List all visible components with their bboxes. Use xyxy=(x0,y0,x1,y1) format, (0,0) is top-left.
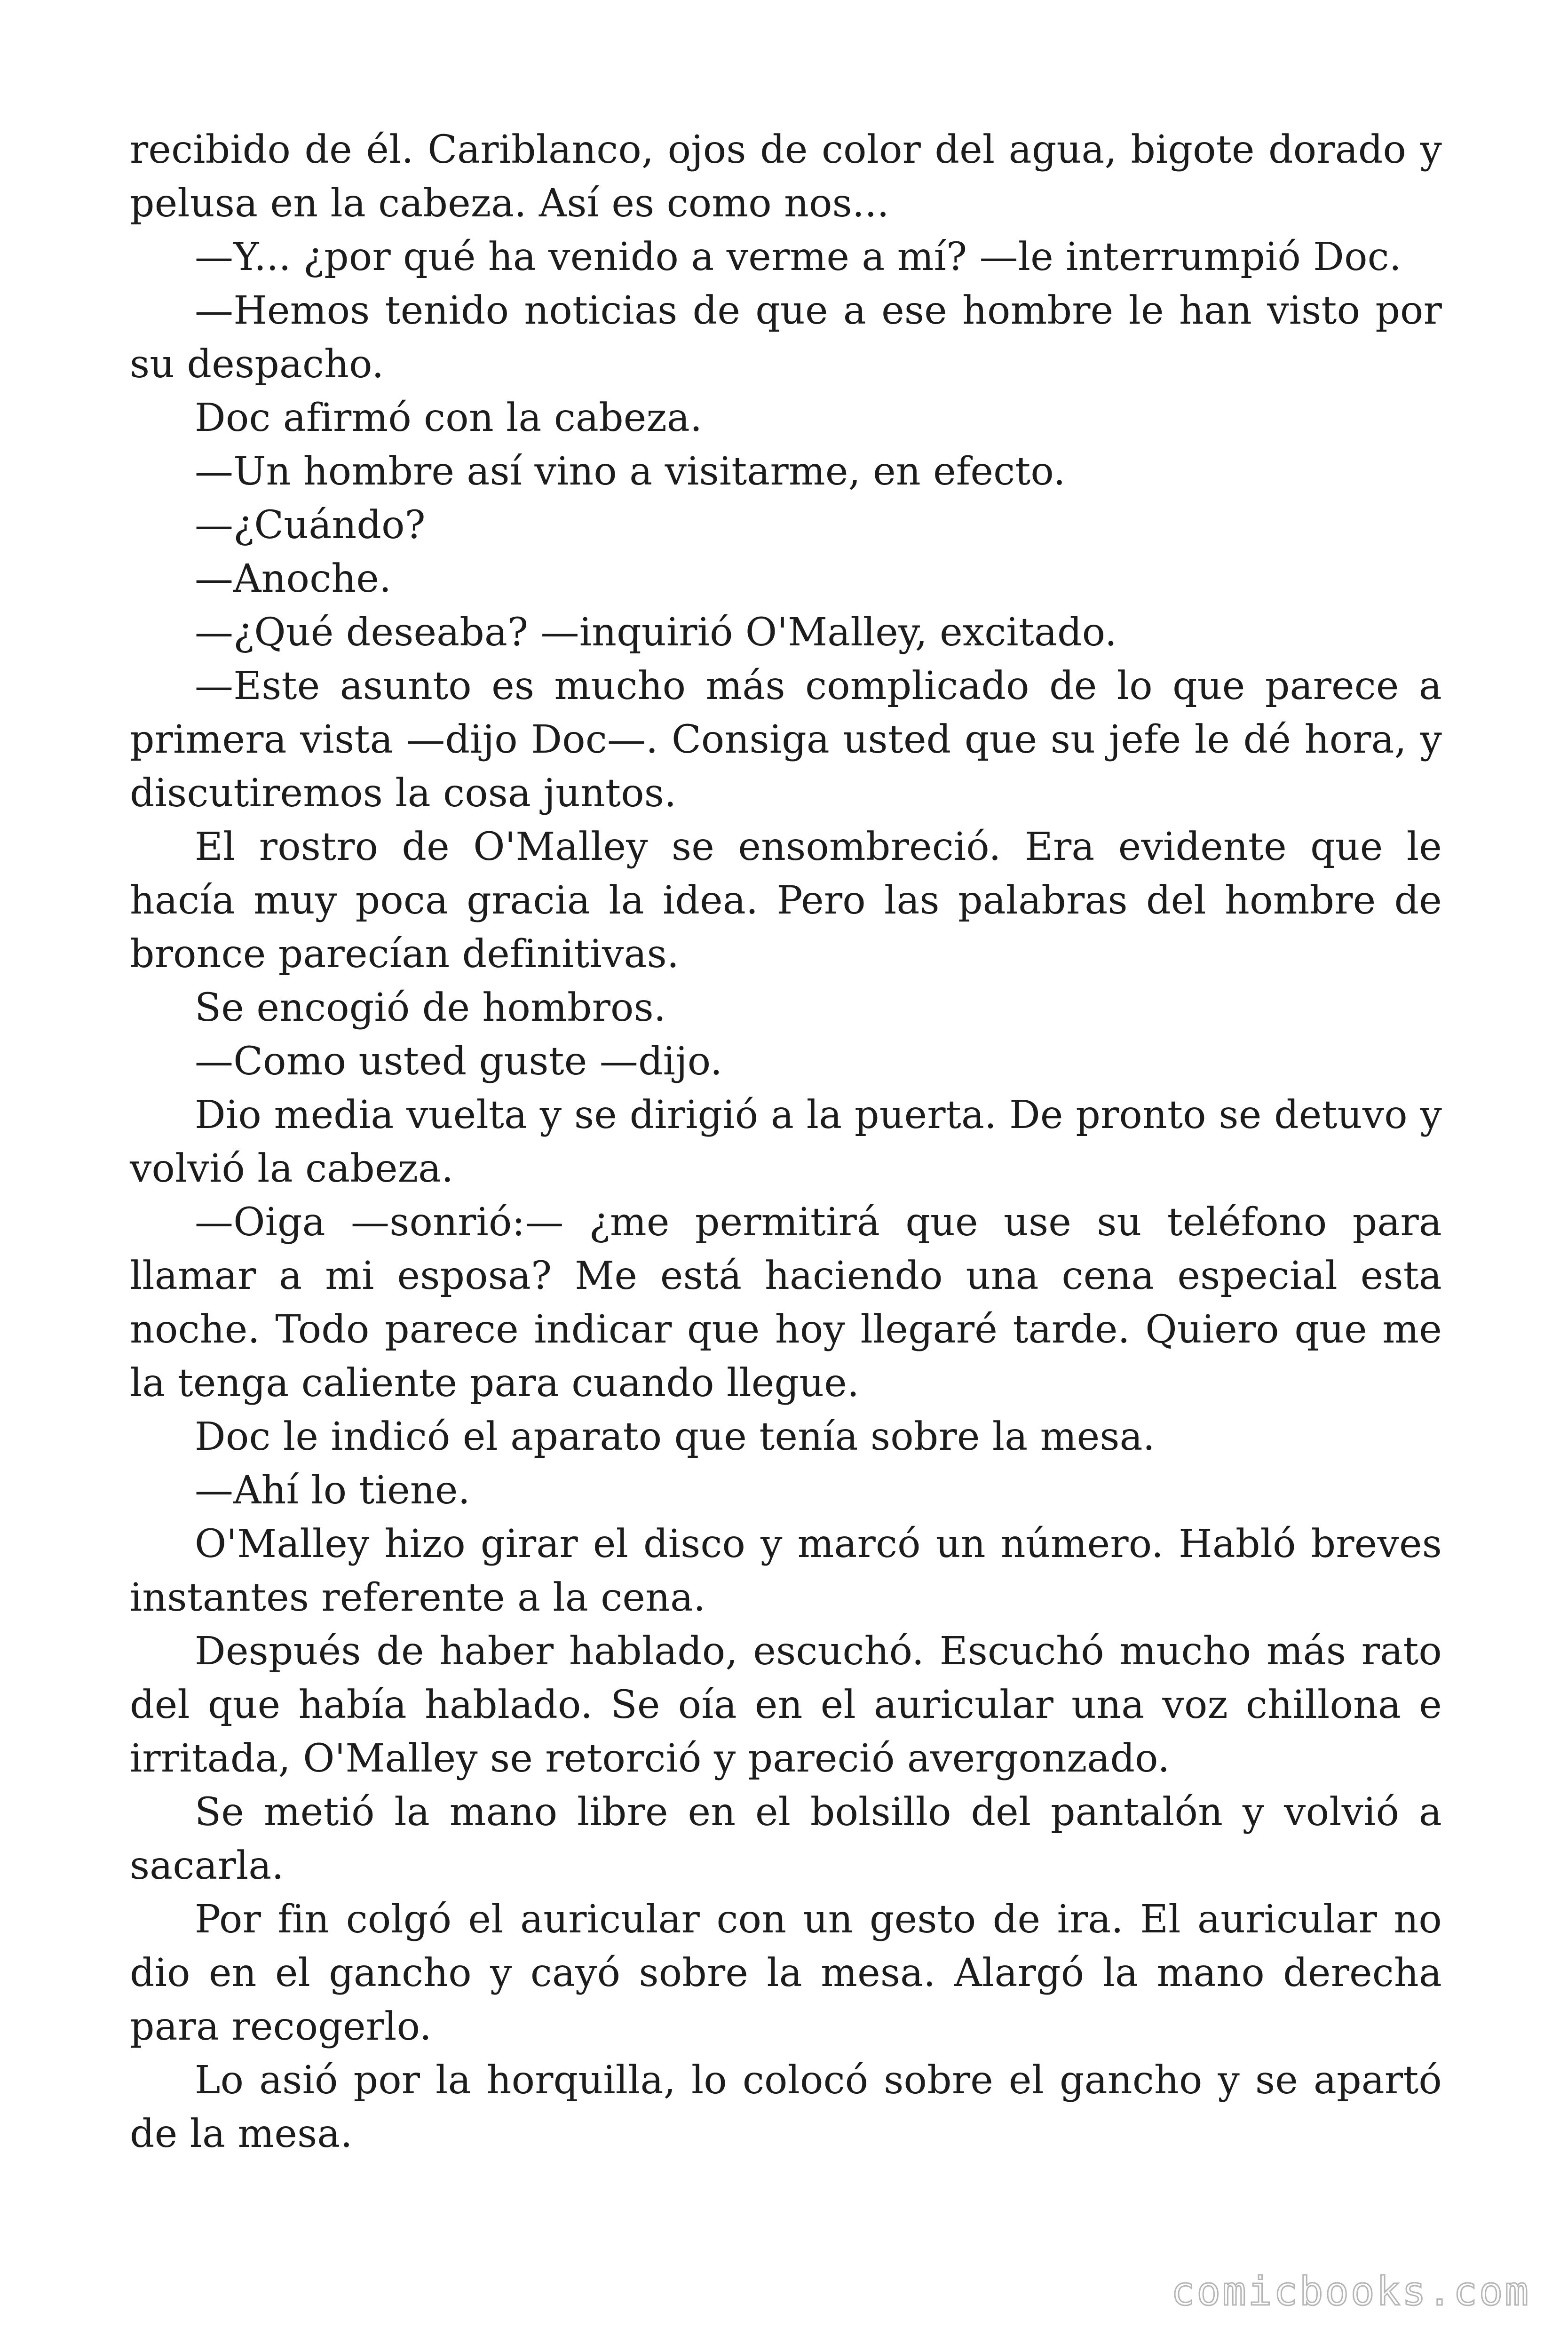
paragraph-5: —Un hombre así vino a visitarme, en efecto. xyxy=(195,449,1066,494)
paragraph-6: —¿Cuándo? xyxy=(195,503,426,548)
paragraph-14: —Oiga —sonrió:— ¿me permitirá que use su teléfono para llamar a mi esposa? Me está haciendo una cena especial esta noche. Todo parece indicar que hoy llegaré tarde. Quiero que me la tenga caliente para cuando llegue. xyxy=(130,1200,1442,1406)
paragraph-2: —Y... ¿por qué ha venido a verme a mí? —le interrumpió Doc. xyxy=(195,235,1402,279)
paragraph-10: El rostro de O'Malley se ensombreció. Era evidente que le hacía muy poca gracia la idea. Pero las palabras del hombre de bronce parecían definitivas. xyxy=(130,825,1442,977)
paragraph-9: —Este asunto es mucho más complicado de lo que parece a primera vista —dijo Doc—. Consiga usted que su jefe le dé hora, y discutiremos la cosa juntos. xyxy=(130,664,1442,816)
paragraph-20: Por fin colgó el auricular con un gesto de ira. El auricular no dio en el gancho y cayó sobre la mesa. Alargó la mano derecha para recogerlo. xyxy=(130,1897,1442,2049)
paragraph-18: Después de haber hablado, escuchó. Escuchó mucho más rato del que había hablado. Se oía en el auricular una voz chillona e irritada, O'Malley se retorció y pareció avergonzado. xyxy=(130,1629,1442,1781)
page-body-text xyxy=(130,123,1442,2161)
paragraph-15: Doc le indicó el aparato que tenía sobre la mesa. xyxy=(195,1414,1155,1459)
paragraph-12: —Como usted guste —dijo. xyxy=(195,1039,723,1084)
paragraph-1: recibido de él. Cariblanco, ojos de color del agua, bigote dorado y pelusa en la cabeza. Así es como nos... xyxy=(130,127,1442,226)
paragraph-16: —Ahí lo tiene. xyxy=(195,1468,470,1513)
paragraph-4: Doc afirmó con la cabeza. xyxy=(195,396,703,440)
paragraph-13: Dio media vuelta y se dirigió a la puerta. De pronto se detuvo y volvió la cabeza. xyxy=(130,1093,1442,1191)
paragraph-19: Se metió la mano libre en el bolsillo del pantalón y volvió a sacarla. xyxy=(130,1790,1442,1888)
paragraph-7: —Anoche. xyxy=(195,556,392,601)
paragraph-11: Se encogió de hombros. xyxy=(195,985,666,1030)
watermark: comicbooks.com xyxy=(1171,2268,1530,2314)
paragraph-21: Lo asió por la horquilla, lo colocó sobre el gancho y se apartó de la mesa. xyxy=(130,2058,1442,2156)
paragraph-3: —Hemos tenido noticias de que a ese hombre le han visto por su despacho. xyxy=(130,288,1442,387)
paragraph-17: O'Malley hizo girar el disco y marcó un número. Habló breves instantes referente a la cena. xyxy=(130,1522,1442,1620)
paragraph-8: —¿Qué deseaba? —inquirió O'Malley, excitado. xyxy=(195,610,1117,655)
